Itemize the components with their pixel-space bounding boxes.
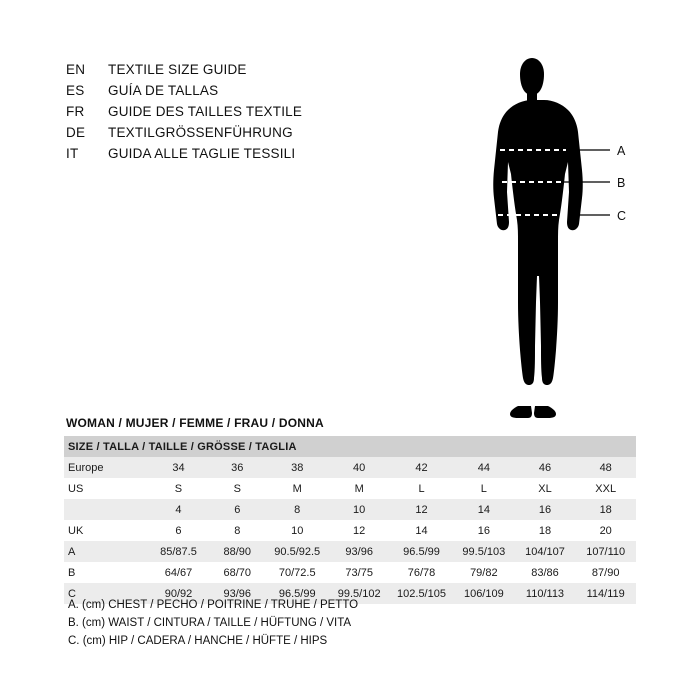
- cell: 64/67: [148, 562, 208, 583]
- cell: 6: [148, 520, 208, 541]
- language-code: FR: [66, 104, 85, 119]
- cell: 46: [515, 457, 576, 478]
- language-title: GUIDE DES TAILLES TEXTILE: [108, 104, 303, 119]
- cell: L: [390, 478, 453, 499]
- cell: L: [453, 478, 515, 499]
- cell: 36: [208, 457, 266, 478]
- cell: 48: [575, 457, 636, 478]
- cell: 70/72.5: [266, 562, 328, 583]
- cell: 90/92: [148, 583, 208, 604]
- language-title: GUIDA ALLE TAGLIE TESSILI: [108, 146, 296, 161]
- row-label: B: [64, 562, 148, 583]
- language-row-es: [66, 83, 302, 104]
- language-row-fr: [66, 104, 302, 125]
- measure-label-a: A: [617, 144, 626, 158]
- cell: 16: [515, 499, 576, 520]
- cell: 4: [148, 499, 208, 520]
- legend-line-c: C. (cm) HIP / CADERA / HANCHE / HÜFTE / HIPS: [68, 635, 328, 647]
- cell: 42: [390, 457, 453, 478]
- cell: XXL: [575, 478, 636, 499]
- row-label: US: [64, 478, 148, 499]
- row-label: UK: [64, 520, 148, 541]
- cell: 8: [266, 499, 328, 520]
- cell: 85/87.5: [148, 541, 208, 562]
- row-label: Europe: [64, 457, 148, 478]
- cell: 10: [328, 499, 390, 520]
- measure-label-b: B: [617, 176, 626, 190]
- row-label: [64, 499, 148, 520]
- table-row: [64, 478, 636, 499]
- language-code: DE: [66, 125, 86, 140]
- cell: 44: [453, 457, 515, 478]
- row-label: A: [64, 541, 148, 562]
- cell: 34: [148, 457, 208, 478]
- cell: 99.5/103: [453, 541, 515, 562]
- table-row: [64, 562, 636, 583]
- cell: 18: [575, 499, 636, 520]
- cell: 8: [208, 520, 266, 541]
- cell: 12: [328, 520, 390, 541]
- language-row-it: [66, 146, 302, 167]
- cell: 79/82: [453, 562, 515, 583]
- language-code: ES: [66, 83, 85, 98]
- cell: 83/86: [515, 562, 576, 583]
- cell: 76/78: [390, 562, 453, 583]
- cell: 14: [390, 520, 453, 541]
- cell: 93/96: [328, 541, 390, 562]
- cell: 20: [575, 520, 636, 541]
- cell: S: [148, 478, 208, 499]
- cell: 96.5/99: [266, 583, 328, 604]
- cell: M: [328, 478, 390, 499]
- cell: 90.5/92.5: [266, 541, 328, 562]
- cell: 87/90: [575, 562, 636, 583]
- cell: 96.5/99: [390, 541, 453, 562]
- legend-line-a: A. (cm) CHEST / PECHO / POITRINE / TRUHE / PETTO: [68, 599, 359, 611]
- cell: 12: [390, 499, 453, 520]
- measure-label-c: C: [617, 209, 627, 223]
- cell: 114/119: [575, 583, 636, 604]
- cell: 110/113: [515, 583, 576, 604]
- cell: 38: [266, 457, 328, 478]
- cell: 10: [266, 520, 328, 541]
- cell: 40: [328, 457, 390, 478]
- cell: 14: [453, 499, 515, 520]
- cell: 73/75: [328, 562, 390, 583]
- table-header-row: [64, 436, 636, 457]
- table-row: [64, 541, 636, 562]
- cell: XL: [515, 478, 576, 499]
- language-row-de: [66, 125, 302, 146]
- table-header-label: SIZE / TALLA / TAILLE / GRÖSSE / TAGLIA: [64, 436, 636, 457]
- language-code: IT: [66, 146, 79, 161]
- cell: 107/110: [575, 541, 636, 562]
- table-caption: WOMAN / MUJER / FEMME / FRAU / DONNA: [66, 416, 324, 430]
- size-table: [64, 436, 636, 604]
- cell: 104/107: [515, 541, 576, 562]
- language-row-en: [66, 62, 302, 83]
- measurement-legend: [68, 596, 358, 650]
- cell: 88/90: [208, 541, 266, 562]
- row-label: C: [64, 583, 148, 604]
- table-row: [64, 520, 636, 541]
- cell: M: [266, 478, 328, 499]
- table-row: [64, 499, 636, 520]
- cell: 93/96: [208, 583, 266, 604]
- language-title-list: [66, 62, 302, 167]
- table-row: [64, 457, 636, 478]
- female-body-silhouette: [470, 50, 650, 425]
- cell: S: [208, 478, 266, 499]
- cell: 18: [515, 520, 576, 541]
- language-code: EN: [66, 62, 86, 77]
- language-title: GUÍA DE TALLAS: [108, 83, 219, 98]
- cell: 68/70: [208, 562, 266, 583]
- cell: 102.5/105: [390, 583, 453, 604]
- language-title: TEXTILE SIZE GUIDE: [108, 62, 247, 77]
- language-title: TEXTILGRÖSSENFÜHRUNG: [108, 125, 293, 140]
- body-figure-icon: [470, 50, 650, 425]
- cell: 16: [453, 520, 515, 541]
- cell: 99.5/102: [328, 583, 390, 604]
- legend-line-b: B. (cm) WAIST / CINTURA / TAILLE / HÜFTUNG / VITA: [68, 617, 352, 629]
- cell: 106/109: [453, 583, 515, 604]
- cell: 6: [208, 499, 266, 520]
